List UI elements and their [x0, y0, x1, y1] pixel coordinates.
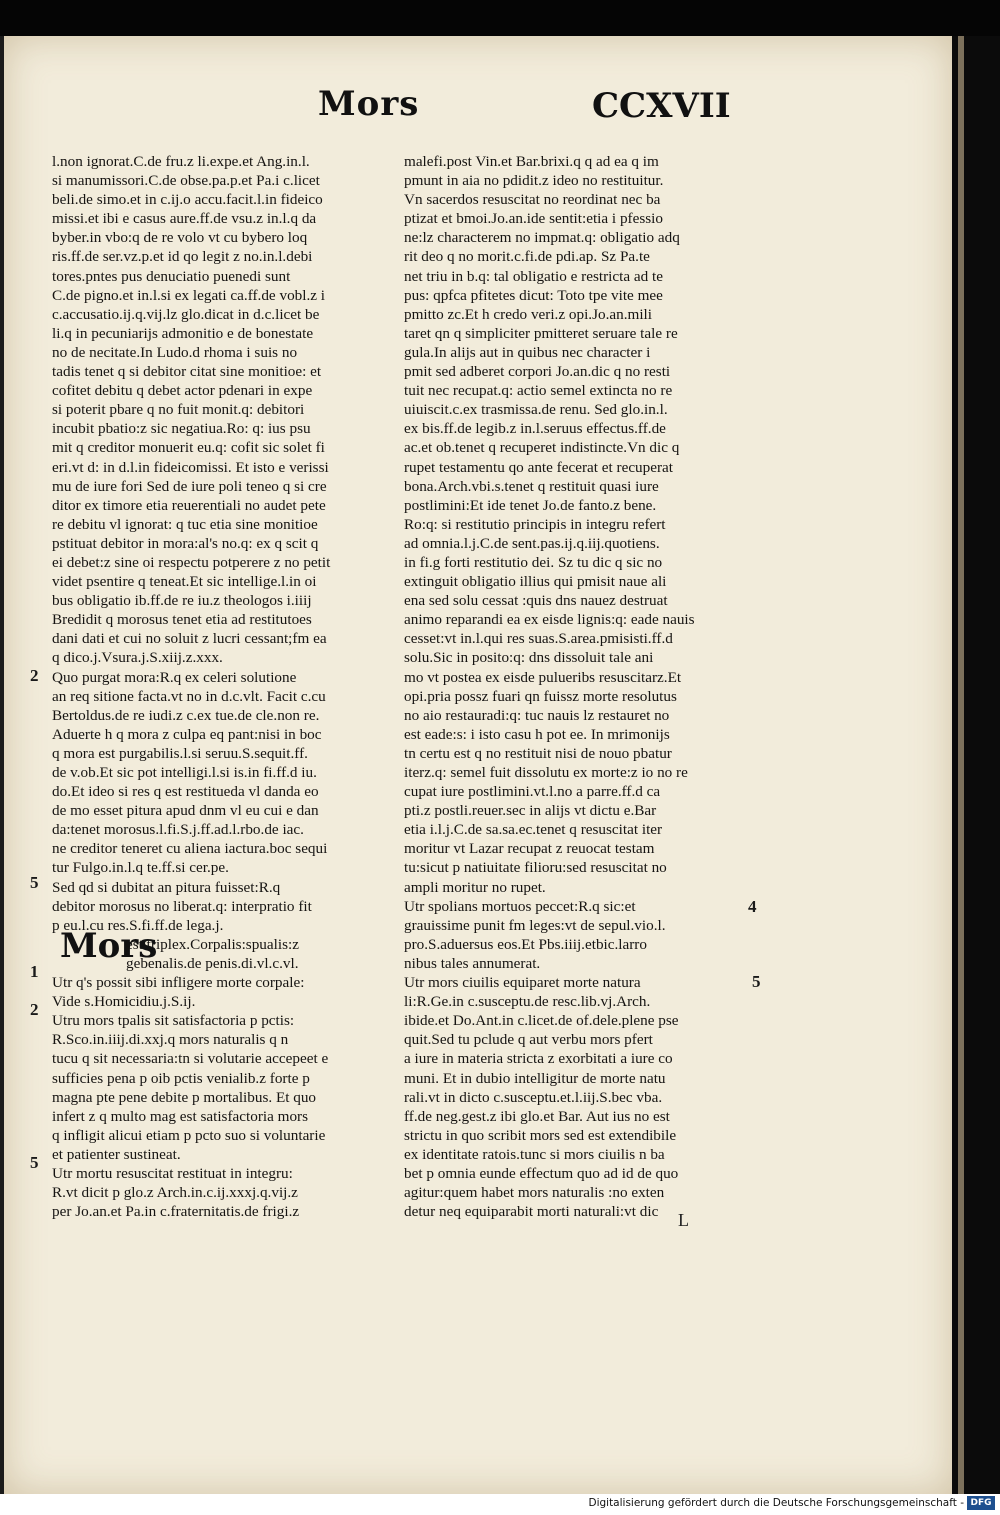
text-line: ampli moritur no rupet.: [404, 878, 546, 896]
text-line: mu de iure fori Sed de iure poli teneo q si cre: [52, 477, 327, 495]
text-line: sufficies pena p oib pctis venialib.z forte p: [52, 1069, 310, 1087]
text-line: no de necitate.In Ludo.d rhoma i suis no: [52, 343, 298, 361]
text-line: dani dati et cui no soluit z lucri cessant;fm ea: [52, 630, 327, 648]
text-line: bona.Arch.vbi.s.tenet q restituit quasi iure: [404, 477, 659, 495]
text-line: ris.ff.de ser.vz.p.et id qo legit z no.in.l.debi: [52, 248, 313, 266]
text-line: iterz.q: semel fuit dissolutu ex morte:z io no re: [404, 764, 688, 781]
text-line: solu.Sic in posito:q: dns dissoluit tale ani: [404, 649, 654, 667]
text-line: bus obligatio ib.ff.de re iu.z theologos i.iiij: [52, 592, 312, 610]
text-line: C.de pigno.et in.l.si ex legati ca.ff.de vobl.z i: [52, 286, 326, 304]
text-line: a iure in materia stricta z exorbitati a iure co: [404, 1050, 673, 1068]
text-line: moritur vt Lazar recupat z reuocat testam: [404, 840, 655, 858]
text-line: Utru mors tpalis sit satisfactoria p pctis:: [52, 1012, 295, 1030]
text-line: ditor ex timore etia reuerentiali no audet pete: [52, 496, 326, 514]
text-line: de v.ob.Et sic pot intelligi.l.si is.in fi.ff.d iu.: [52, 764, 317, 781]
text-line: pstituat debitor in mora:al's no.q: ex q scit q: [52, 534, 319, 552]
text-line: pmitto zc.Et h credo veri.z opi.Jo.an.mili: [404, 305, 652, 323]
text-line: li.q in pecuniarijs admonitio e de bonestate: [52, 324, 314, 342]
text-line: tu:sicut p natiuitate filioru:sed resuscitat no: [404, 859, 667, 877]
margin-number: 5: [752, 972, 761, 991]
text-line: videt psentire q teneat.Et sic intellige.l.in oi: [52, 573, 317, 591]
text-line: ei debet:z sine oi respectu potperere z no petit: [52, 553, 331, 571]
text-line: q infligit alicui etiam p pcto suo si voluntarie: [52, 1126, 326, 1144]
text-line: ex identitate ratois.tunc si mors ciuilis n ba: [404, 1145, 665, 1163]
text-line: magna pte pene debite p mortalibus. Et quo: [52, 1088, 317, 1106]
text-line: tur Fulgo.in.l.q te.ff.si cer.pe.: [52, 859, 229, 877]
text-line: opi.pria possz fuari qn fuissz morte resolutus: [404, 687, 677, 705]
text-line: detur neq equiparabit morti naturali:vt dic: [404, 1203, 659, 1221]
margin-number: 2: [30, 1000, 39, 1019]
text-line: strictu in quo scribit mors sed est extendibile: [404, 1126, 677, 1144]
text-line: ac.et ob.tenet q recuperet indistincte.Vn dic q: [404, 439, 680, 457]
text-line: Utr mors ciuilis equiparet morte natura: [404, 974, 641, 992]
text-line: ne creditor teneret cu aliena iactura.boc sequi: [52, 840, 328, 858]
text-line: Aduerte h q mora z culpa eq pant:nisi in boc: [52, 725, 322, 743]
text-line: eri.vt d: in d.l.in fideicomissi. Et isto e verissi: [52, 458, 329, 476]
margin-number: 4: [748, 897, 757, 916]
text-line: est eade:s: i isto casu h pot ee. In mrimonijs: [404, 725, 670, 743]
text-line: da:tenet morosus.l.fi.S.j.ff.ad.l.rbo.de iac.: [52, 821, 304, 839]
text-line: pus: qpfca pfitetes dicut: Toto tpe vite mee: [404, 286, 663, 304]
text-line: est triplex.Corpalis:spualis:z: [126, 935, 299, 953]
text-line: cesset:vt in.l.qui res suas.S.area.pmisisti.ff.d: [404, 630, 673, 648]
margin-number: 2: [30, 666, 39, 685]
text-line: p eu.l.cu res.S.fi.ff.de lega.j.: [52, 916, 224, 934]
text-line: extinguit obligatio illius qui pmisit naue ali: [404, 573, 667, 591]
text-line: grauissime punit fm leges:vt de sepul.vio.l.: [404, 916, 666, 934]
text-line: cofitet debitu q debet actor pdenari in expe: [52, 382, 313, 400]
text-line: q mora est purgabilis.l.si seruu.S.sequit.ff.: [52, 744, 308, 762]
text-line: agitur:quem habet mors naturalis :no exten: [404, 1184, 665, 1202]
text-line: animo reparandi ea ex eisde lignis:q: eade nauis: [404, 611, 695, 629]
text-line: ne:lz characterem no impmat.q: obligatio adq: [404, 229, 680, 247]
catchword: L: [678, 1210, 689, 1230]
text-line: Utr q's possit sibi infligere morte corpale:: [52, 974, 305, 992]
text-line: Utr mortu resuscitat restituat in integru:: [52, 1164, 293, 1182]
text-line: Quo purgat mora:R.q ex celeri solutione: [52, 668, 297, 686]
text-line: et patienter sustineat.: [52, 1145, 181, 1163]
text-line: tores.pntes pus denuciatio puenedi sunt: [52, 267, 291, 285]
left-text-column: [52, 152, 397, 1221]
text-line: cupat iure postlimini.vt.l.no a parre.ff.d ca: [404, 783, 661, 801]
text-line: per Jo.an.et Pa.in c.fraternitatis.de frigi.z: [52, 1203, 300, 1221]
text-line: rupet testamentu qo ante fecerat et recuperat: [404, 458, 674, 476]
text-line: pmunt in aia no pdidit.z ideo no restituitur.: [404, 172, 664, 190]
right-text-column: [404, 152, 744, 1221]
text-line: gula.In alijs aut in quibus nec character i: [404, 343, 651, 361]
text-line: tn certu est q no restituit nisi de nouo pbatur: [404, 744, 672, 762]
text-line: Vide s.Homicidiu.j.S.ij.: [52, 993, 196, 1011]
text-line: quit.Sed tu pclude q aut verbu mors pfert: [404, 1031, 653, 1049]
text-line: pmit sed adberet corpori Jo.an.dic q no resti: [404, 363, 671, 381]
text-line: missi.et ibi e casus aure.ff.de vsu.z in.l.q da: [52, 210, 317, 228]
text-line: l.non ignorat.C.de fru.z li.expe.et Ang.in.l.: [52, 153, 310, 170]
text-line: etia i.l.j.C.de sa.sa.ec.tenet q resuscitat iter: [404, 821, 663, 839]
drop-cap-initial: Mors: [60, 926, 158, 966]
text-line: infert z q multo mag est satisfactoria mors: [52, 1107, 309, 1125]
text-line: de mo esset pitura apud dnm vl eu cui e dan: [52, 802, 319, 820]
text-line: incubit pbatio:z sic negatiua.Ro: q: ius psu: [52, 420, 311, 438]
scan-top-border: [0, 0, 1000, 36]
dfg-logo: DFG: [967, 1496, 995, 1510]
text-line: no aio restauradi:q: tuc nauis lz restauret no: [404, 706, 670, 724]
text-line: Vn sacerdos resuscitat no reordinat nec ba: [404, 191, 661, 209]
text-line: pti.z postli.reuer.sec in alijs vt dictu e.Bar: [404, 802, 657, 820]
margin-number: 5: [30, 873, 39, 892]
text-line: R.Sco.in.iiij.di.xxj.q mors naturalis q n: [52, 1031, 289, 1049]
running-head: Mors: [318, 84, 420, 124]
text-line: pro.S.aduersus eos.Et Pbs.iiij.etbic.larro: [404, 935, 647, 953]
text-line: do.Et ideo si res q est restitueda vl danda eo: [52, 783, 319, 801]
text-line: net triu in b.q: tal obligatio e restricta ad te: [404, 267, 663, 285]
text-line: taret qn q simpliciter pmitteret seruare tale re: [404, 324, 678, 342]
text-line: ibide.et Do.Ant.in c.licet.de of.dele.plene pse: [404, 1012, 679, 1030]
text-line: ad omnia.l.j.C.de sent.pas.ij.q.iij.quotiens.: [404, 534, 660, 552]
text-line: Bredidit q morosus tenet etia ad restitutoes: [52, 611, 312, 629]
text-line: Sed qd si dubitat an pitura fuisset:R.q: [52, 878, 281, 896]
text-line: ena sed solu cessat :quis dns nauez destruat: [404, 592, 668, 610]
text-line: Bertoldus.de re iudi.z c.ex tue.de cle.non re.: [52, 706, 320, 724]
text-line: si manumissori.C.de obse.pa.p.et Pa.i c.licet: [52, 172, 320, 190]
text-line: q dico.j.Vsura.j.S.xiij.z.xxx.: [52, 649, 223, 667]
text-line: tucu q sit necessaria:tn si volutarie accepeet e: [52, 1050, 329, 1068]
text-line: tuit nec recupat.q: actio semel extincta no re: [404, 382, 673, 400]
text-line: ptizat et bmoi.Jo.an.ide sentit:etia i pfessio: [404, 210, 663, 228]
text-line: rit deo q no morit.c.fi.de pdi.ap. Sz Pa.te: [404, 248, 650, 266]
text-line: li:R.Ge.in c.susceptu.de resc.lib.vj.Arch.: [404, 993, 651, 1011]
text-line: beli.de simo.et in c.ij.o accu.facit.l.in fideico: [52, 191, 323, 209]
text-line: in fi.g forti restitutio dei. Sz tu dic q sic no: [404, 553, 663, 571]
folio-number: CCXVII: [592, 86, 731, 126]
text-line: Ro:q: si restitutio principis in integru refert: [404, 515, 666, 533]
text-line: muni. Et in dubio intelligitur de morte natu: [404, 1069, 666, 1087]
text-line: uiuiscit.c.ex trasmissa.de renu. Sed glo.in.l.: [404, 401, 668, 419]
text-line: rali.vt in dicto c.susceptu.et.l.iij.S.bec vba.: [404, 1088, 663, 1106]
margin-number: 5: [30, 1153, 39, 1172]
text-line: gebenalis.de penis.di.vl.c.vl.: [126, 954, 299, 972]
text-line: malefi.post Vin.et Bar.brixi.q q ad ea q im: [404, 153, 659, 170]
page-fore-edge: [958, 36, 964, 1494]
text-line: an req sitione facta.vt no in d.c.vlt. Facit c.cu: [52, 687, 326, 705]
text-line: nibus tales annumerat.: [404, 954, 541, 972]
text-line: ex bis.ff.de legib.z in.l.seruus effectus.ff.de: [404, 420, 666, 438]
margin-number: 1: [30, 962, 39, 981]
text-line: tadis tenet q si debitor citat sine monitioe: et: [52, 363, 322, 381]
text-line: mo vt postea ex eisde pulueribs resuscitarz.Et: [404, 668, 682, 686]
text-line: c.accusatio.ij.q.vij.lz glo.dicat in d.c.licet be: [52, 305, 320, 323]
text-line: Utr spolians mortuos peccet:R.q sic:et: [404, 897, 636, 915]
text-line: debitor morosus no liberat.q: interpratio fit: [52, 897, 312, 915]
text-line: byber.in vbo:q de re volo vt cu bybero loq: [52, 229, 308, 247]
text-line: bet p omnia eunde effectum quo ad id de quo: [404, 1164, 679, 1182]
text-line: mit q creditor monuerit eu.q: cofit sic solet fi: [52, 439, 325, 457]
text-line: si poterit pbare q no fuit monit.q: debitori: [52, 401, 305, 419]
funding-credit: Digitalisierung gefördert durch die Deutsche Forschungsgemeinschaft -: [588, 1497, 964, 1509]
text-line: postlimini:Et ide tenet Jo.de fanto.z bene.: [404, 496, 657, 514]
text-line: R.vt dicit p glo.z Arch.in.c.ij.xxxj.q.vij.z: [52, 1184, 298, 1202]
text-line: re debitu vl ignorat: q tuc etia sine monitioe: [52, 515, 318, 533]
text-line: ff.de neg.gest.z ibi glo.et Bar. Aut ius no est: [404, 1107, 670, 1125]
